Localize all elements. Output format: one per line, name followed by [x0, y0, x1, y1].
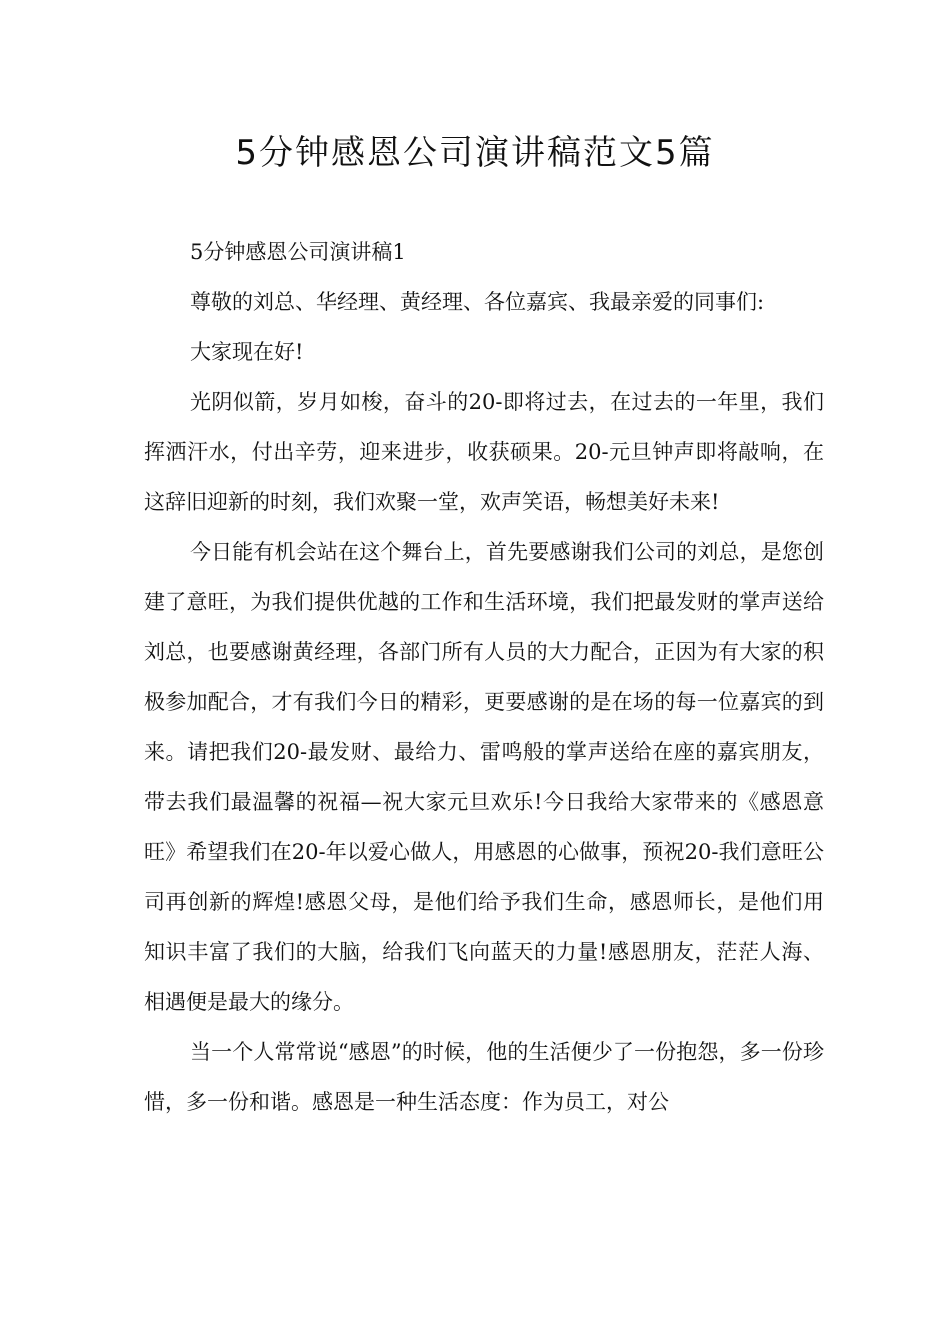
section-heading: 5分钟感恩公司演讲稿1: [190, 240, 406, 264]
body-paragraph: 当一个人常常说“感恩”的时候，他的生活便少了一份抱怨，多一份珍惜，多一份和谐。感恩是一种生活态度：作为员工，对公: [144, 1040, 824, 1114]
salutation-paragraph: 尊敬的刘总、华经理、黄经理、各位嘉宾、我最亲爱的同事们:: [190, 290, 765, 314]
document-body: [144, 227, 824, 1127]
document-title: 5分钟感恩公司演讲稿范文5篇: [235, 133, 715, 173]
greeting-paragraph: 大家现在好!: [190, 340, 304, 364]
body-paragraph: 光阴似箭，岁月如梭，奋斗的20-即将过去，在过去的一年里，我们挥洒汗水，付出辛劳，迎来进步，收获硕果。20-元旦钟声即将敲响，在这辞旧迎新的时刻，我们欢聚一堂，欢声笑语，畅想美好未来!: [144, 390, 824, 514]
body-paragraph: 今日能有机会站在这个舞台上，首先要感谢我们公司的刘总，是您创建了意旺，为我们提供优越的工作和生活环境，我们把最发财的掌声送给刘总，也要感谢黄经理，各部门所有人员的大力配合，正因为有大家的积极参加配合，才有我们今日的精彩，更要感谢的是在场的每一位嘉宾的到来。请把我们20-最发财、最给力、雷鸣般的掌声送给在座的嘉宾朋友，带去我们最温馨的祝福—祝大家元旦欢乐!今日我给大家带来的《感恩意旺》希望我们在20-年以爱心做人，用感恩的心做事，预祝20-我们意旺公司再创新的辉煌!感恩父母，是他们给予我们生命，感恩师长，是他们用知识丰富了我们的大脑，给我们飞向蓝天的力量!感恩朋友，茫茫人海、相遇便是最大的缘分。: [144, 540, 824, 1014]
